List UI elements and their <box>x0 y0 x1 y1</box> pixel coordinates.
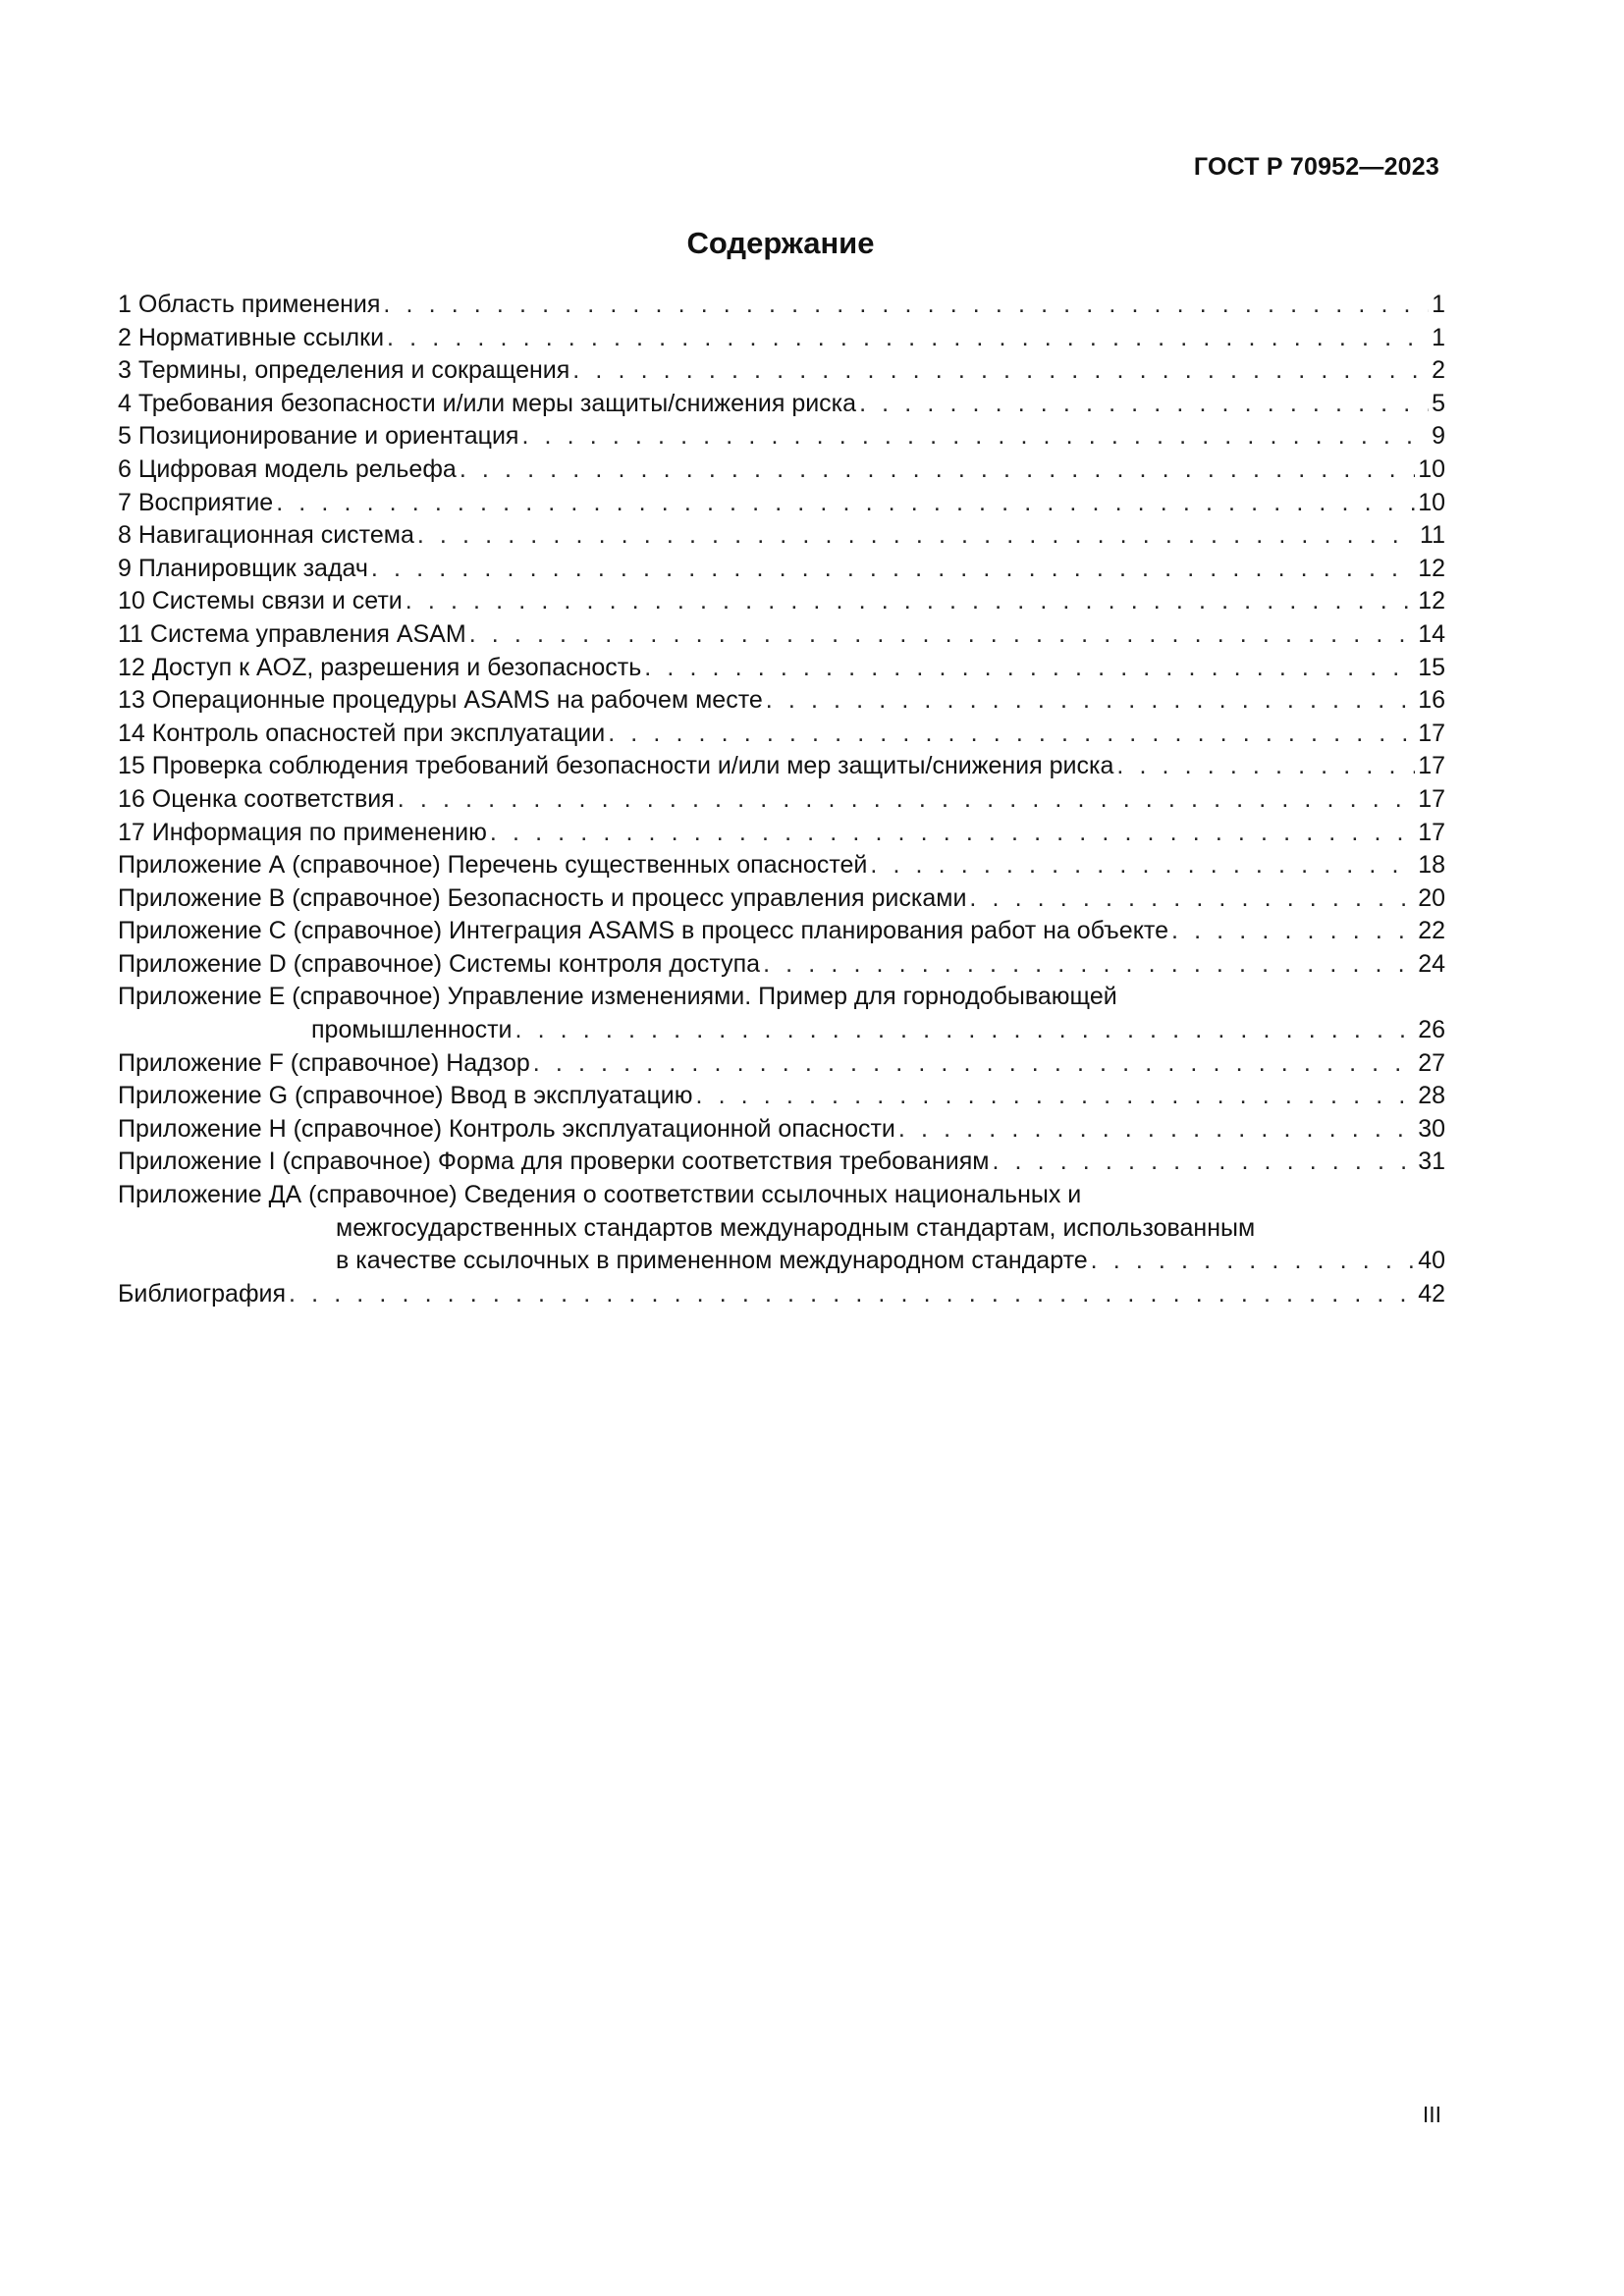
toc-entry[interactable] <box>118 454 1445 487</box>
toc-entry[interactable] <box>118 652 1445 685</box>
toc-entry-page: 17 <box>1418 784 1445 813</box>
toc-entry-page: 17 <box>1418 818 1445 846</box>
dot-leader <box>859 388 1429 421</box>
dot-leader <box>383 289 1429 322</box>
page-title: Содержание <box>686 226 875 260</box>
toc-entry-page: 24 <box>1418 949 1445 978</box>
toc-entry[interactable] <box>118 882 1445 916</box>
toc-entry-title-line: Приложение ДА (справочное) Сведения о соответствии ссылочных национальных и <box>118 1181 1082 1209</box>
dot-leader <box>870 849 1415 882</box>
toc-entry-title: 14 Контроль опасностей при эксплуатации <box>118 719 606 747</box>
toc-entry-title: 2 Нормативные ссылки <box>118 323 385 351</box>
toc-entry-page: 12 <box>1418 587 1445 615</box>
toc-entry[interactable] <box>118 948 1445 982</box>
toc-entry-title: 13 Операционные процедуры ASAMS на рабочем месте <box>118 686 763 715</box>
dot-leader <box>644 652 1415 685</box>
toc-entry[interactable] <box>118 618 1445 652</box>
dot-leader <box>1091 1245 1416 1278</box>
toc-entry[interactable] <box>118 354 1445 388</box>
toc-entry-title: 15 Проверка соблюдения требований безопасности и/или мер защиты/снижения риска <box>118 752 1114 780</box>
toc-entry-title-line: межгосударственных стандартов международным стандартам, использованным <box>336 1213 1256 1242</box>
toc-entry[interactable] <box>118 1080 1445 1113</box>
toc-entry-page: 26 <box>1418 1016 1445 1044</box>
document-number: ГОСТ Р 70952—2023 <box>1193 153 1439 181</box>
toc-entry-page: 11 <box>1420 521 1445 550</box>
dot-leader <box>276 487 1415 520</box>
toc-entry-title: Библиография <box>118 1279 287 1308</box>
toc-entry-page: 10 <box>1418 454 1445 483</box>
toc-entry-title: 6 Цифровая модель рельефа <box>118 454 457 483</box>
toc-entry-title-line: Приложение Е (справочное) Управление изменениями. Пример для горнодобывающей <box>118 983 1117 1011</box>
toc-entry[interactable] <box>118 783 1445 817</box>
toc-entry-page: 42 <box>1418 1279 1445 1308</box>
toc-entry[interactable] <box>118 915 1445 948</box>
toc-entry-title-line: промышленности <box>311 1016 513 1044</box>
toc-entry[interactable] <box>118 388 1445 421</box>
toc-entry-title: 7 Восприятие <box>118 488 274 516</box>
toc-entry[interactable] <box>118 750 1445 783</box>
toc-entry-page: 1 <box>1432 291 1445 318</box>
dot-leader <box>387 322 1429 355</box>
toc-entry-title: 10 Системы связи и сети <box>118 587 403 615</box>
toc-entry-title: 9 Планировщик задач <box>118 554 368 582</box>
toc-entry-title: Приложение А (справочное) Перечень существенных опасностей <box>118 851 868 880</box>
toc-entry-title: Приложение D (справочное) Системы контроля доступа <box>118 949 761 978</box>
toc-entry[interactable] <box>118 519 1445 553</box>
toc-entry-page: 17 <box>1418 752 1445 780</box>
table-of-contents <box>118 289 1445 1310</box>
toc-entry-page: 12 <box>1418 554 1445 582</box>
dot-leader <box>398 783 1415 817</box>
dot-leader <box>695 1080 1415 1113</box>
toc-entry-page: 14 <box>1418 619 1445 648</box>
toc-entry-title: 17 Информация по применению <box>118 818 487 846</box>
toc-entry[interactable] <box>118 849 1445 882</box>
toc-entry-title-line: в качестве ссылочных в примененном международном стандарте <box>336 1247 1088 1275</box>
toc-entry[interactable] <box>118 1047 1445 1081</box>
toc-entry[interactable] <box>118 981 1445 1046</box>
toc-entry-title: 12 Доступ к AOZ, разрешения и безопасность <box>118 653 642 681</box>
toc-entry-page: 18 <box>1418 851 1445 880</box>
toc-entry-title: 1 Область применения <box>118 291 381 318</box>
toc-entry-page: 30 <box>1418 1114 1445 1143</box>
toc-entry-title: Приложение С (справочное) Интеграция ASAMS в процесс планирования работ на объекте <box>118 917 1168 945</box>
page-number: III <box>1422 2102 1441 2127</box>
toc-entry[interactable] <box>118 420 1445 454</box>
dot-leader <box>608 718 1415 751</box>
toc-entry[interactable] <box>118 1113 1445 1147</box>
toc-entry-page: 20 <box>1418 883 1445 912</box>
toc-entry[interactable] <box>118 718 1445 751</box>
dot-leader <box>992 1146 1415 1179</box>
dot-leader <box>898 1113 1415 1147</box>
toc-entry[interactable] <box>118 585 1445 618</box>
toc-entry-title: Приложение F (справочное) Надзор <box>118 1048 530 1077</box>
toc-entry[interactable] <box>118 487 1445 520</box>
toc-entry-title: 3 Термины, определения и сокращения <box>118 356 570 385</box>
toc-entry-page: 9 <box>1432 422 1445 451</box>
dot-leader <box>969 882 1415 916</box>
dot-leader <box>490 817 1415 850</box>
toc-entry-page: 2 <box>1432 356 1445 385</box>
toc-entry-title: 5 Позиционирование и ориентация <box>118 422 519 451</box>
toc-entry[interactable] <box>118 1146 1445 1179</box>
toc-entry-title: 4 Требования безопасности и/или меры защиты/снижения риска <box>118 389 857 417</box>
toc-entry-page: 1 <box>1432 323 1445 351</box>
toc-entry-page: 16 <box>1418 686 1445 715</box>
toc-entry[interactable] <box>118 684 1445 718</box>
toc-entry-title: Приложение В (справочное) Безопасность и процесс управления рисками <box>118 883 967 912</box>
dot-leader <box>371 553 1415 586</box>
dot-leader <box>521 420 1429 454</box>
toc-entry-page: 31 <box>1418 1148 1445 1176</box>
dot-leader <box>763 948 1415 982</box>
dot-leader <box>514 1014 1415 1047</box>
toc-entry-title: Приложение Н (справочное) Контроль эксплуатационной опасности <box>118 1114 895 1143</box>
dot-leader <box>469 618 1416 652</box>
toc-entry-page: 22 <box>1418 917 1445 945</box>
toc-entry-page: 15 <box>1418 653 1445 681</box>
toc-entry-title: 11 Система управления ASAM <box>118 619 466 648</box>
dot-leader <box>766 684 1415 718</box>
toc-entry-title: Приложение G (справочное) Ввод в эксплуатацию <box>118 1082 693 1110</box>
toc-entry-title: Приложение I (справочное) Форма для проверки соответствия требованиям <box>118 1148 990 1176</box>
toc-entry-page: 5 <box>1432 389 1445 417</box>
toc-entry-title: 16 Оценка соответствия <box>118 784 395 813</box>
toc-entry[interactable] <box>118 1278 1445 1311</box>
toc-entry-page: 40 <box>1418 1247 1445 1275</box>
toc-entry-page: 10 <box>1418 488 1445 516</box>
toc-entry[interactable] <box>118 817 1445 850</box>
dot-leader <box>417 519 1417 553</box>
toc-entry[interactable] <box>118 289 1445 322</box>
toc-entry-title: 8 Навигационная система <box>118 521 414 550</box>
toc-entry[interactable] <box>118 553 1445 586</box>
toc-entry-page: 27 <box>1418 1048 1445 1077</box>
dot-leader <box>533 1047 1415 1081</box>
dot-leader <box>406 585 1415 618</box>
toc-entry-page: 17 <box>1418 719 1445 747</box>
dot-leader <box>1116 750 1415 783</box>
toc-entry[interactable] <box>118 1179 1445 1278</box>
dot-leader <box>460 454 1415 487</box>
dot-leader <box>572 354 1429 388</box>
toc-entry-page: 28 <box>1418 1082 1445 1110</box>
dot-leader <box>1171 915 1415 948</box>
toc-entry[interactable] <box>118 322 1445 355</box>
dot-leader <box>289 1278 1415 1311</box>
